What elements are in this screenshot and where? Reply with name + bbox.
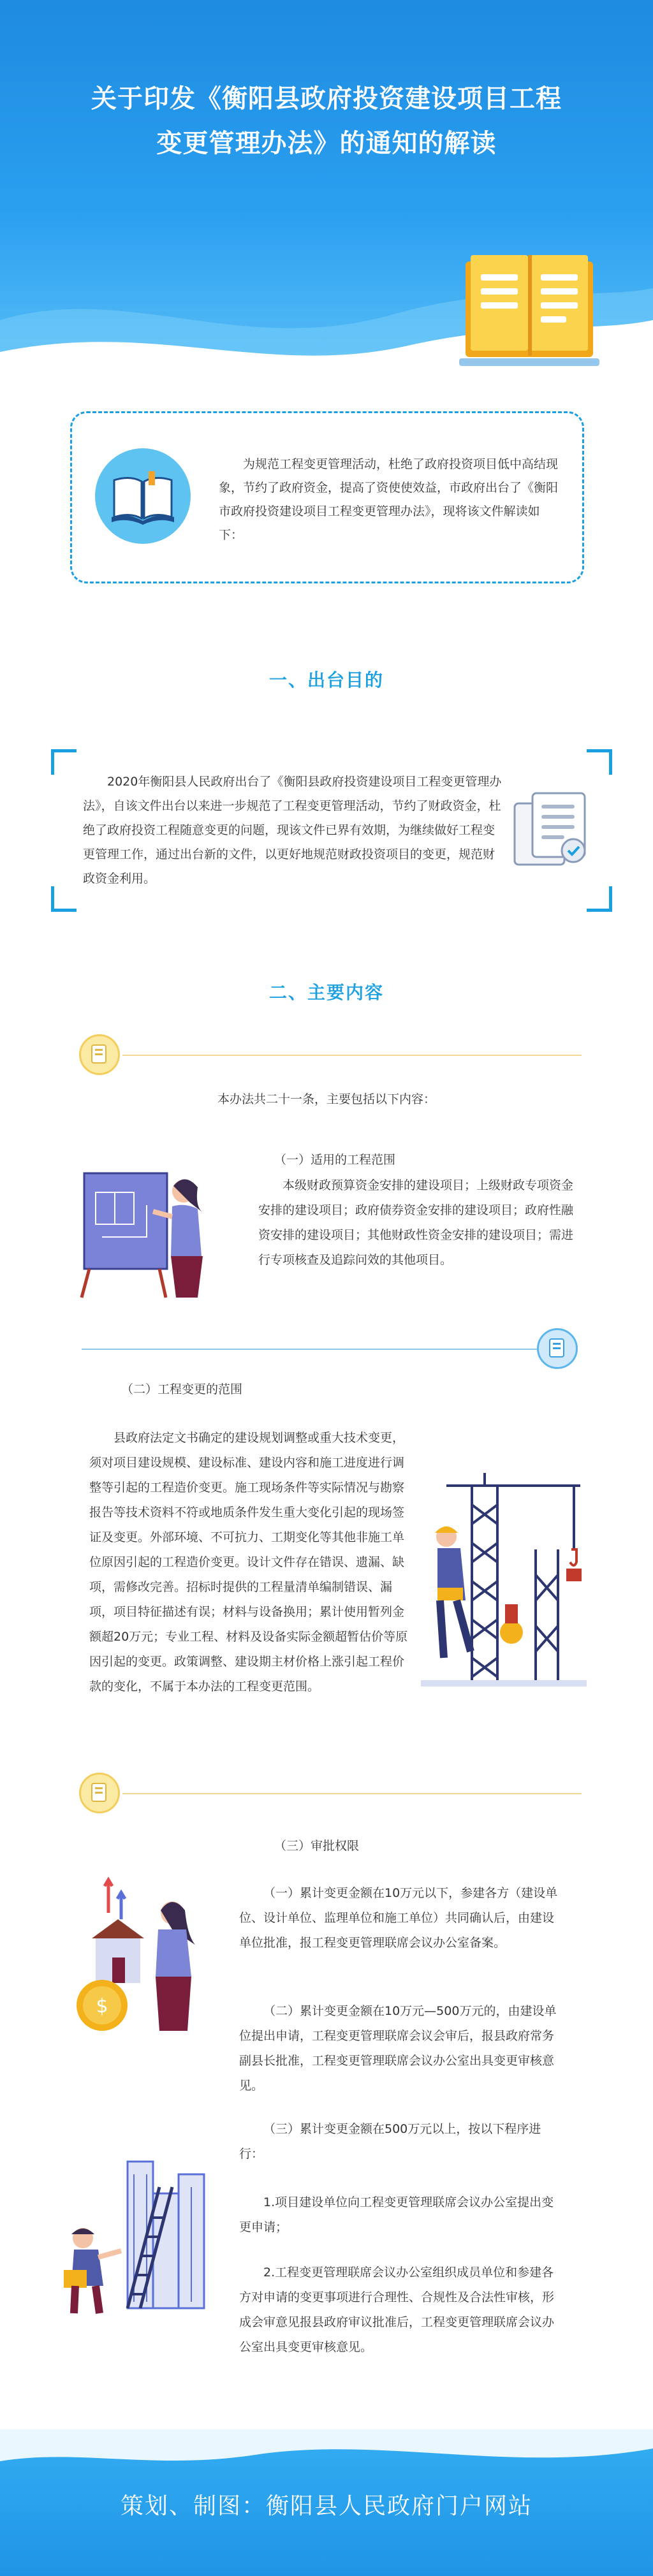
part1-heading: （一）适用的工程范围 — [274, 1153, 396, 1167]
woman-presenting-blueprint-illustration — [77, 1167, 217, 1301]
document-badge-icon — [537, 1328, 578, 1369]
part3-text-4: 1.项目建设单位向工程变更管理联席会议办公室提出变更申请； — [239, 2195, 554, 2234]
corner-bracket — [51, 886, 77, 912]
page-title-line1: 关于印发《衡阳县政府投资建设项目工程 — [91, 84, 562, 113]
worker-ladder-buildings-illustration — [57, 2149, 217, 2315]
part3-heading: （三）审批权限 — [274, 1839, 360, 1853]
part3-text-1: （一）累计变更金额在10万元以下，参建各方（建设单位、设计单位、监理单位和施工单位）共同确认后，由建设单位批准，报工程变更管理联席会议办公室备案。 — [239, 1886, 558, 1950]
part3-text-2: （二）累计变更金额在10万元—500万元的，由建设单位提出申请，工程变更管理联席会议会审后，报县政府常务副县长批准，工程变更管理联席会议办公室出具变更审核意见。 — [239, 2004, 557, 2093]
footer-wave — [0, 2429, 653, 2480]
document-badge-icon — [79, 1034, 120, 1075]
section-divider — [82, 1349, 541, 1350]
footer-banner — [0, 2429, 653, 2576]
corner-bracket — [587, 749, 612, 775]
part2-text: 县政府法定文书确定的建设规划调整或重大技术变更，须对项目建设规模、建设标准、建设内容和施工进度进行调整等引起的工程造价变更。施工现场条件等实际情况与勘察报告等技术资料不符或地质条件发生重大变化引起的现场签证及变更。外部环境、不可抗力、工期变化等其他非施工单位原因引起的工程造价变更。设计文件存在错误、遗漏、缺项，需修改完善。招标时提供的工程量清单编制错误、漏项，项目特征描述有误；材料与设备换用；累计使用暂列金额超20万元；专业工程、材料及设备实际金额超暂估价等原因引起的变更。政策调整、建设期主材价格上涨引起工程价款的变化，不属于本办法的工程变更范围。 — [89, 1431, 408, 1694]
svg-text:$: $ — [96, 1995, 108, 2017]
part3-text-3: （三）累计变更金额在500万元以上，按以下程序进行： — [239, 2122, 541, 2161]
purpose-card — [51, 749, 612, 912]
purpose-text: 2020年衡阳县人民政府出台了《衡阳县政府投资建设项目工程变更管理办法》，自该文件出台以来进一步规范了工程变更管理活动，节约了财政资金，杜绝了政府投资工程随意变更的问题，现该文件已界有效期，为继续做好工程变更管理工作，通过出台新的文件，以更好地规范财政投资项目的变更，规范财政资金利用。 — [83, 775, 502, 886]
part1-text: 本级财政预算资金安排的建设项目；上级财政专项资金安排的建设项目；政府债券资金安排的建设项目；政府性融资安排的建设项目；其他财政性资金安排的建设项目；需进行专项核查及追踪问效的其他项目。 — [258, 1178, 574, 1267]
section-title-purpose: 一、出台目的 — [268, 670, 384, 691]
intro-text: 为规范工程变更管理活动，杜绝了政府投资项目低中高结现象，节约了政府资金，提高了资使使效益，市政府出台了《衡阳市政府投资建设项目工程变更管理办法》，现将该文件解读如下： — [219, 457, 559, 542]
documents-icon — [507, 784, 596, 874]
footer-credit: 策划、制图：衡阳县人民政府门户网站 — [120, 2493, 532, 2519]
document-badge-icon — [79, 1773, 120, 1813]
intro-card — [70, 411, 584, 583]
woman-finance-coin-illustration — [70, 1875, 217, 2034]
construction-worker-crane-illustration — [421, 1473, 587, 1690]
open-book-icon — [459, 249, 599, 370]
section-divider — [122, 1055, 582, 1056]
part2-heading: （二）工程变更的范围 — [121, 1382, 243, 1396]
page-title-line2: 变更管理办法》的通知的解读 — [156, 129, 497, 158]
reading-book-icon — [95, 448, 191, 544]
corner-bracket — [587, 886, 612, 912]
part3-text-5: 2.工程变更管理联席会议办公室组织成员单位和参建各方对申请的变更事项进行合理性、合规性及合法性审核，形成会审意见报县政府审议批准后，工程变更管理联席会议办公室出具变更审核意见。 — [239, 2265, 555, 2354]
corner-bracket — [51, 749, 77, 775]
section-title-content: 二、主要内容 — [268, 982, 384, 1003]
header-banner — [0, 0, 653, 383]
content-lead-text: 本办法共二十一条，主要包括以下内容： — [217, 1092, 436, 1106]
section-divider — [122, 1793, 582, 1794]
page-title — [0, 77, 653, 166]
